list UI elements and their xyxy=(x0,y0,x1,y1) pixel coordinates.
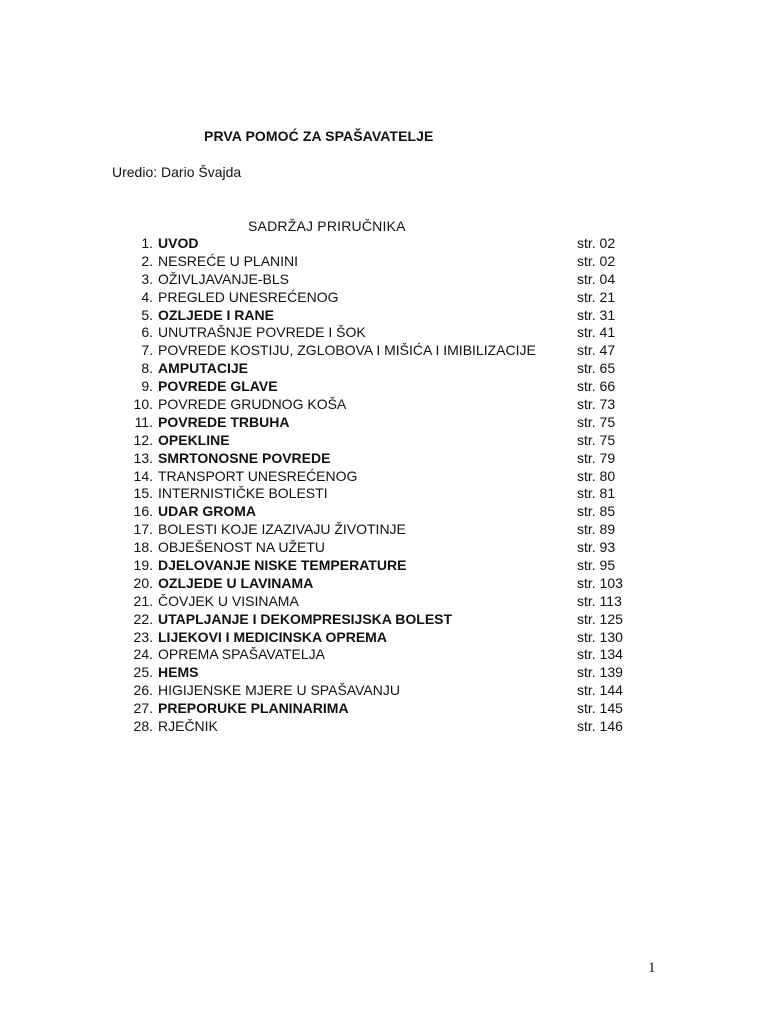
toc-item-number: 18. xyxy=(133,539,153,556)
toc-row xyxy=(0,629,768,647)
toc-item-number: 23. xyxy=(133,628,153,645)
toc-item-page: str. 95 xyxy=(577,557,616,574)
toc-row xyxy=(0,432,768,450)
toc-item-number: 7. xyxy=(141,342,153,359)
toc-row xyxy=(0,593,768,611)
toc-item-page: str. 113 xyxy=(577,592,622,609)
toc-item-page: str. 21 xyxy=(577,288,616,305)
toc-item-title: BOLESTI KOJE IZAZIVAJU ŽIVOTINJE xyxy=(158,521,406,538)
toc-item-title: UTAPLJANJE I DEKOMPRESIJSKA BOLEST xyxy=(158,610,453,627)
toc-item-page: str. 125 xyxy=(577,610,623,627)
toc-item-page: str. 139 xyxy=(577,664,623,681)
toc-item-page: str. 80 xyxy=(577,467,616,484)
toc-row xyxy=(0,378,768,396)
toc-item-number: 13. xyxy=(133,449,153,466)
toc-row xyxy=(0,396,768,414)
toc-item-title: OBJEŠENOST NA UŽETU xyxy=(158,539,325,556)
toc-item-page: str. 02 xyxy=(577,252,616,269)
toc-item-number: 22. xyxy=(133,610,153,627)
toc-item-number: 4. xyxy=(141,288,153,305)
toc-row xyxy=(0,664,768,682)
toc-item-number: 9. xyxy=(141,378,153,395)
toc-item-title: UDAR GROMA xyxy=(158,503,256,520)
toc-item-title: UNUTRAŠNJE POVREDE I ŠOK xyxy=(158,324,366,341)
toc-item-number: 11. xyxy=(134,413,153,430)
toc-item-number: 15. xyxy=(133,485,153,502)
toc-item-page: str. 85 xyxy=(577,503,616,520)
toc-item-title: TRANSPORT UNESREĆENOG xyxy=(158,467,358,484)
toc-item-page: str. 79 xyxy=(577,449,616,466)
toc-row xyxy=(0,468,768,486)
toc-row xyxy=(0,235,768,253)
toc-item-title: PREPORUKE PLANINARIMA xyxy=(158,700,349,717)
toc-item-title: OZLJEDE U LAVINAMA xyxy=(158,574,314,591)
toc-item-title: OZLJEDE I RANE xyxy=(158,306,274,323)
toc-item-page: str. 73 xyxy=(577,396,616,413)
toc-item-title: POVREDE TRBUHA xyxy=(158,413,290,430)
toc-item-number: 27. xyxy=(133,700,153,717)
toc-item-page: str. 66 xyxy=(577,378,616,395)
toc-item-page: str. 31 xyxy=(577,306,616,323)
toc-item-number: 24. xyxy=(133,646,153,663)
document-title: PRVA POMOĆ ZA SPAŠAVATELJE xyxy=(204,128,434,144)
toc-item-number: 3. xyxy=(141,270,153,287)
toc-item-title: DJELOVANJE NISKE TEMPERATURE xyxy=(158,557,407,574)
toc-row xyxy=(0,450,768,468)
toc-row xyxy=(0,682,768,700)
toc-item-title: ČOVJEK U VISINAMA xyxy=(158,592,299,609)
toc-row xyxy=(0,700,768,718)
toc-row xyxy=(0,485,768,503)
toc-item-page: str. 146 xyxy=(577,718,623,735)
toc-item-number: 2. xyxy=(141,252,153,269)
toc-item-number: 25. xyxy=(133,664,153,681)
toc-row xyxy=(0,575,768,593)
toc-row xyxy=(0,253,768,271)
toc-item-title: NESREĆE U PLANINI xyxy=(158,252,299,269)
page-number: 1 xyxy=(648,960,656,976)
toc-item-title: HEMS xyxy=(158,664,199,681)
toc-item-page: str. 134 xyxy=(577,646,623,663)
toc-row xyxy=(0,611,768,629)
toc-item-number: 8. xyxy=(141,360,153,377)
toc-item-page: str. 144 xyxy=(577,682,623,699)
toc-row xyxy=(0,324,768,342)
toc-item-title: OŽIVLJAVANJE-BLS xyxy=(158,270,289,287)
toc-row xyxy=(0,503,768,521)
toc-item-title: RJEČNIK xyxy=(158,718,218,735)
toc-row xyxy=(0,718,768,736)
toc-row xyxy=(0,307,768,325)
toc-row xyxy=(0,289,768,307)
toc-item-page: str. 130 xyxy=(577,628,623,645)
toc-row xyxy=(0,414,768,432)
toc-item-page: str. 75 xyxy=(577,431,616,448)
toc-item-title: LIJEKOVI I MEDICINSKA OPREMA xyxy=(158,628,387,645)
toc-item-number: 21. xyxy=(133,592,153,609)
toc-item-number: 5. xyxy=(141,306,153,323)
toc-row xyxy=(0,539,768,557)
toc-item-number: 16. xyxy=(133,503,153,520)
toc-item-number: 19. xyxy=(133,557,153,574)
toc-row xyxy=(0,271,768,289)
toc-heading: SADRŽAJ PRIRUČNIKA xyxy=(248,218,406,234)
toc-item-number: 26. xyxy=(133,682,153,699)
toc-item-number: 12. xyxy=(133,431,153,448)
toc-item-page: str. 47 xyxy=(577,342,616,359)
table-of-contents xyxy=(0,235,768,736)
toc-item-page: str. 93 xyxy=(577,539,616,556)
toc-item-number: 6. xyxy=(141,324,153,341)
toc-item-page: str. 02 xyxy=(577,235,616,251)
toc-item-title: PREGLED UNESREĆENOG xyxy=(158,288,339,305)
toc-item-title: POVREDE GLAVE xyxy=(158,378,278,395)
toc-item-number: 1. xyxy=(141,235,153,251)
toc-item-number: 20. xyxy=(133,574,153,591)
toc-item-number: 10. xyxy=(133,396,153,413)
toc-item-number: 14. xyxy=(133,467,153,484)
editor-credit: Uredio: Dario Švajda xyxy=(112,164,242,180)
toc-item-title: HIGIJENSKE MJERE U SPAŠAVANJU xyxy=(158,682,400,699)
toc-item-title: POVREDE KOSTIJU, ZGLOBOVA I MIŠIĆA I IMIBILIZACIJE xyxy=(158,342,536,359)
toc-item-title: UVOD xyxy=(158,235,199,251)
toc-item-page: str. 75 xyxy=(577,413,616,430)
toc-row xyxy=(0,342,768,360)
toc-item-page: str. 81 xyxy=(577,485,616,502)
toc-item-title: OPREMA SPAŠAVATELJA xyxy=(158,646,326,663)
toc-row xyxy=(0,646,768,664)
toc-item-page: str. 41 xyxy=(577,324,616,341)
toc-row xyxy=(0,360,768,378)
toc-item-number: 17. xyxy=(133,521,153,538)
toc-row xyxy=(0,521,768,539)
toc-item-number: 28. xyxy=(133,718,153,735)
toc-item-title: SMRTONOSNE POVREDE xyxy=(158,449,331,466)
toc-item-title: POVREDE GRUDNOG KOŠA xyxy=(158,396,347,413)
toc-row xyxy=(0,557,768,575)
toc-item-title: AMPUTACIJE xyxy=(158,360,248,377)
toc-item-page: str. 89 xyxy=(577,521,616,538)
toc-item-title: INTERNISTIČKE BOLESTI xyxy=(158,485,328,502)
toc-item-page: str. 145 xyxy=(577,700,623,717)
toc-item-page: str. 04 xyxy=(577,270,616,287)
toc-item-page: str. 65 xyxy=(577,360,616,377)
toc-item-page: str. 103 xyxy=(577,574,623,591)
toc-item-title: OPEKLINE xyxy=(158,431,230,448)
